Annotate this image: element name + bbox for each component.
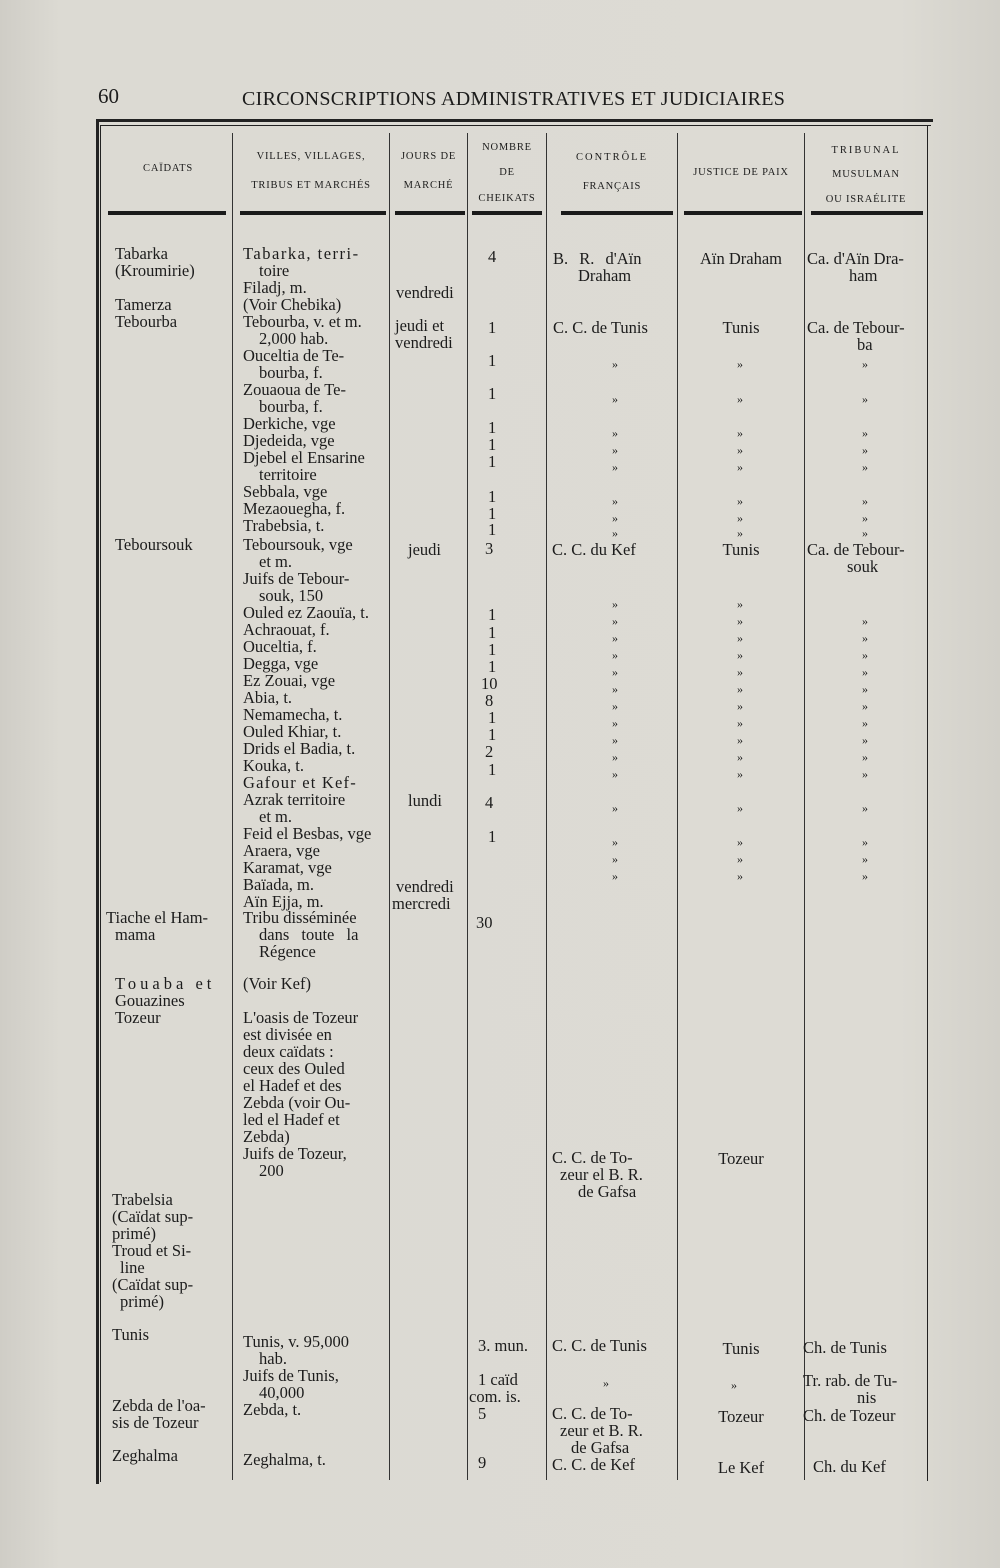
ditto-mark: »	[612, 716, 618, 730]
caidat-cell: primé)	[112, 1224, 156, 1243]
header-tribunal-1: TRIBUNAL	[831, 145, 901, 156]
justice-cell: Tunis	[722, 318, 760, 337]
ditto-mark: »	[862, 733, 868, 747]
ville-cell: Tribu disséminée	[243, 908, 357, 927]
nombre-cell: 2	[485, 742, 494, 761]
ville-cell: hab.	[259, 1349, 287, 1368]
ville-cell: Zouaoua de Te-	[243, 380, 346, 399]
ville-cell: territoire	[259, 465, 317, 484]
ditto-mark: »	[612, 801, 618, 815]
ville-cell: Djedeida, vge	[243, 431, 335, 450]
running-head: CIRCONSCRIPTIONS ADMINISTRATIVES ET JUDICIAIRES	[242, 88, 786, 110]
ville-cell: ceux des Ouled	[243, 1059, 345, 1078]
header-jours-1: JOURS DE	[400, 151, 457, 162]
caidat-cell: Tunis	[112, 1325, 150, 1344]
tribunal-cell: Ca. de Tebour-	[807, 540, 905, 559]
ville-cell: Feid el Besbas, vge	[243, 824, 372, 843]
ditto-mark: »	[737, 511, 743, 525]
ditto-mark: »	[737, 460, 743, 474]
ditto-mark: »	[862, 357, 868, 371]
caidat-cell: Tebourba	[115, 312, 178, 331]
ditto-mark: »	[862, 526, 868, 540]
controle-cell: B. R. d'Aïn	[553, 249, 642, 268]
caidat-cell: Tabarka	[115, 244, 168, 263]
controle-cell: de Gafsa	[571, 1438, 630, 1457]
header-rule	[684, 211, 802, 215]
nombre-cell: 1	[488, 623, 497, 642]
ditto-mark: »	[862, 682, 868, 696]
ditto-mark: »	[612, 614, 618, 628]
tribunal-cell: Ca. d'Aïn Dra-	[807, 249, 904, 268]
ditto-mark: »	[737, 801, 743, 815]
ditto-mark: »	[737, 357, 743, 371]
header-jours-2: MARCHÉ	[403, 180, 454, 191]
nombre-cell: 10	[481, 674, 498, 693]
controle-cell: C. C. du Kef	[552, 540, 636, 559]
controle-cell: Draham	[578, 266, 632, 285]
ditto-mark: »	[862, 665, 868, 679]
ditto-mark: »	[862, 631, 868, 645]
ville-cell: Azrak territoire	[243, 790, 346, 809]
ditto-mark: »	[862, 801, 868, 815]
ville-cell: Juifs de Tozeur,	[243, 1144, 347, 1163]
header-rule	[240, 211, 386, 215]
ville-cell: Tebourba, v. et m.	[243, 312, 362, 331]
nombre-cell: 1	[488, 760, 497, 779]
caidat-cell: line	[120, 1258, 145, 1277]
header-nombre-2: DE	[499, 167, 515, 178]
column-divider	[677, 133, 678, 1480]
ditto-mark: »	[737, 631, 743, 645]
caidat-cell: mama	[115, 925, 156, 944]
nombre-cell: 30	[476, 913, 493, 932]
caidat-cell: Trabelsia	[112, 1190, 173, 1209]
ville-cell: toire	[259, 261, 290, 280]
ville-cell: Kouka, t.	[243, 756, 304, 775]
header-nombre-1: NOMBRE	[482, 142, 532, 153]
ditto-mark: »	[862, 869, 868, 883]
ditto-mark: »	[862, 767, 868, 781]
ville-cell: bourba, f.	[259, 363, 323, 382]
ville-cell: (Voir Kef)	[243, 974, 311, 993]
caidat-cell: (Caïdat sup-	[112, 1207, 194, 1226]
nombre-cell: 1	[488, 708, 497, 727]
controle-cell: C. C. de Kef	[552, 1455, 635, 1474]
caidat-cell: (Caïdat sup-	[112, 1275, 194, 1294]
ville-cell: Juifs de Tebour-	[243, 569, 350, 588]
ville-cell: Zeghalma, t.	[243, 1450, 326, 1469]
caidat-cell: Tozeur	[115, 1008, 161, 1027]
header-villes-1: VILLES, VILLAGES,	[256, 151, 366, 162]
nombre-cell: com. is.	[469, 1387, 521, 1406]
header-nombre-3: CHEIKATS	[478, 193, 536, 204]
caidat-cell: primé)	[120, 1292, 164, 1311]
ditto-mark: »	[737, 767, 743, 781]
ville-cell: el Hadef et des	[243, 1076, 342, 1095]
caidat-cell: Zeghalma	[112, 1446, 178, 1465]
ditto-mark: »	[737, 648, 743, 662]
nombre-cell: 1	[488, 640, 497, 659]
ditto-mark: »	[612, 665, 618, 679]
ville-cell: Djebel el Ensarine	[243, 448, 365, 467]
ditto-mark: »	[612, 767, 618, 781]
ville-cell: Drids el Badia, t.	[243, 739, 356, 758]
nombre-cell: 4	[485, 793, 494, 812]
nombre-cell: 3. mun.	[478, 1336, 528, 1355]
justice-cell: Aïn Draham	[699, 249, 783, 268]
ville-cell: bourba, f.	[259, 397, 323, 416]
ville-cell: et m.	[259, 807, 292, 826]
tribunal-cell: ba	[857, 335, 873, 354]
ditto-mark: »	[862, 852, 868, 866]
ditto-mark: »	[737, 494, 743, 508]
nombre-cell: 9	[478, 1453, 487, 1472]
ditto-mark: »	[862, 392, 868, 406]
tribunal-cell: Ch. de Tozeur	[803, 1406, 896, 1425]
tribunal-cell: ham	[849, 266, 878, 285]
ville-cell: Tabarka, terri-	[243, 244, 360, 263]
caidat-cell: Tamerza	[115, 295, 172, 314]
ville-cell: (Voir Chebika)	[243, 295, 342, 314]
controle-cell: C. C. de Tunis	[553, 318, 648, 337]
nombre-cell: 3	[485, 539, 494, 558]
ditto-mark: »	[612, 733, 618, 747]
ditto-mark: »	[737, 443, 743, 457]
ville-cell: 40,000	[259, 1383, 305, 1402]
jour-cell: vendredi	[396, 877, 454, 896]
controle-cell: de Gafsa	[578, 1182, 637, 1201]
header-controle-2: FRANÇAIS	[582, 181, 642, 192]
ditto-mark: »	[612, 699, 618, 713]
jour-cell: mercredi	[392, 894, 451, 913]
caidat-cell: Tiache el Ham-	[106, 908, 209, 927]
ditto-mark: »	[737, 869, 743, 883]
column-divider	[232, 133, 233, 1480]
ville-cell: Zebda, t.	[243, 1400, 302, 1419]
header-justice: JUSTICE DE PAIX	[693, 167, 789, 178]
nombre-cell: 1	[488, 452, 497, 471]
justice-cell: Le Kef	[717, 1458, 765, 1477]
ville-cell: Gafour et Kef-	[243, 773, 357, 792]
nombre-cell: 1	[488, 827, 497, 846]
ditto-mark: »	[862, 699, 868, 713]
header-tribunal-3: OU ISRAÉLITE	[825, 194, 907, 205]
column-divider	[804, 133, 805, 1480]
nombre-cell: 1	[488, 351, 497, 370]
controle-cell: C. C. de To-	[552, 1148, 633, 1167]
ditto-mark: »	[731, 1378, 737, 1392]
column-divider	[467, 133, 468, 1480]
controle-cell: zeur el B. R.	[560, 1165, 643, 1184]
ditto-mark: »	[612, 682, 618, 696]
nombre-cell: 1 caïd	[478, 1370, 518, 1389]
caidat-cell: Zebda de l'oa-	[112, 1396, 206, 1415]
ditto-mark: »	[737, 665, 743, 679]
ville-cell: Tunis, v. 95,000	[243, 1332, 350, 1351]
jour-cell: lundi	[408, 791, 442, 810]
ditto-mark: »	[612, 460, 618, 474]
nombre-cell: 1	[488, 504, 497, 523]
ville-cell: Aïn Ejja, m.	[243, 892, 324, 911]
ditto-mark: »	[737, 682, 743, 696]
ville-cell: 2,000 hab.	[259, 329, 329, 348]
header-rule	[811, 211, 923, 215]
header-villes-2: TRIBUS ET MARCHÉS	[251, 180, 371, 191]
ville-cell: Karamat, vge	[243, 858, 332, 877]
ville-cell: Abia, t.	[243, 688, 293, 707]
ditto-mark: »	[612, 852, 618, 866]
ditto-mark: »	[862, 494, 868, 508]
tribunal-cell: Ca. de Tebour-	[807, 318, 905, 337]
ditto-mark: »	[862, 460, 868, 474]
nombre-cell: 5	[478, 1404, 487, 1423]
nombre-cell: 1	[488, 657, 497, 676]
justice-cell: Tozeur	[718, 1407, 764, 1426]
ditto-mark: »	[862, 511, 868, 525]
jour-cell: vendredi	[395, 333, 453, 352]
ditto-mark: »	[737, 699, 743, 713]
ville-cell: est divisée en	[243, 1025, 332, 1044]
controle-cell: C. C. de To-	[552, 1404, 633, 1423]
tribunal-cell: nis	[857, 1388, 877, 1407]
jour-cell: jeudi	[408, 540, 441, 559]
ditto-mark: »	[612, 835, 618, 849]
ditto-mark: »	[737, 835, 743, 849]
ville-cell: Baïada, m.	[243, 875, 315, 894]
tribunal-cell: souk	[847, 557, 879, 576]
ville-cell: Mezaouegha, f.	[243, 499, 346, 518]
ditto-mark: »	[862, 716, 868, 730]
tribunal-cell: Ch. de Tunis	[803, 1338, 887, 1357]
ditto-mark: »	[603, 1376, 609, 1390]
nombre-cell: 1	[488, 418, 497, 437]
ville-cell: Ouceltia de Te-	[243, 346, 345, 365]
ville-cell: Achraouat, f.	[243, 620, 330, 639]
ditto-mark: »	[737, 852, 743, 866]
justice-cell: Tunis	[722, 1339, 760, 1358]
nombre-cell: 8	[485, 691, 494, 710]
header-controle-1: CONTRÔLE	[576, 152, 648, 163]
ville-cell: dans toute la	[259, 925, 359, 944]
ville-cell: souk, 150	[259, 586, 324, 605]
header-rule	[108, 211, 226, 215]
nombre-cell: 1	[488, 435, 497, 454]
ditto-mark: »	[612, 648, 618, 662]
ville-cell: Zebda (voir Ou-	[243, 1093, 351, 1112]
ville-cell: Sebbala, vge	[243, 482, 328, 501]
ditto-mark: »	[612, 750, 618, 764]
ditto-mark: »	[612, 443, 618, 457]
caidat-cell: sis de Tozeur	[112, 1413, 199, 1432]
caidat-cell: Gouazines	[115, 991, 185, 1010]
ville-cell: 200	[259, 1161, 284, 1180]
ville-cell: Ouceltia, f.	[243, 637, 317, 656]
ditto-mark: »	[737, 716, 743, 730]
ditto-mark: »	[862, 443, 868, 457]
ville-cell: Filadj, m.	[243, 278, 307, 297]
nombre-cell: 1	[488, 520, 497, 539]
justice-cell: Tozeur	[718, 1149, 764, 1168]
nombre-cell: 1	[488, 384, 497, 403]
nombre-cell: 1	[488, 725, 497, 744]
ville-cell: Teboursouk, vge	[243, 535, 353, 554]
ditto-mark: »	[862, 835, 868, 849]
justice-cell: Tunis	[722, 540, 760, 559]
ditto-mark: »	[737, 750, 743, 764]
ditto-mark: »	[862, 614, 868, 628]
ville-cell: Juifs de Tunis,	[243, 1366, 339, 1385]
header-rule	[395, 211, 465, 215]
column-divider	[389, 133, 390, 1480]
nombre-cell: 1	[488, 487, 497, 506]
jour-cell: jeudi et	[395, 316, 445, 335]
ditto-mark: »	[612, 392, 618, 406]
ditto-mark: »	[612, 357, 618, 371]
tribunal-cell: Ch. du Kef	[813, 1457, 886, 1476]
nombre-cell: 1	[488, 318, 497, 337]
ditto-mark: »	[737, 426, 743, 440]
ditto-mark: »	[612, 631, 618, 645]
ditto-mark: »	[862, 750, 868, 764]
ditto-mark: »	[862, 426, 868, 440]
ville-cell: deux caïdats :	[243, 1042, 334, 1061]
ditto-mark: »	[737, 526, 743, 540]
ditto-mark: »	[612, 869, 618, 883]
controle-cell: C. C. de Tunis	[552, 1336, 647, 1355]
ville-cell: Nemamecha, t.	[243, 705, 343, 724]
ville-cell: led el Hadef et	[243, 1110, 340, 1129]
page-number: 60	[98, 84, 119, 108]
table-right-border	[927, 125, 928, 1481]
ditto-mark: »	[612, 597, 618, 611]
nombre-cell: 1	[488, 605, 497, 624]
caidat-cell: Troud et Si-	[112, 1241, 192, 1260]
ville-cell: Régence	[259, 942, 316, 961]
tribunal-cell: Tr. rab. de Tu-	[803, 1371, 898, 1390]
ditto-mark: »	[737, 597, 743, 611]
header-rule	[561, 211, 673, 215]
ditto-mark: »	[737, 733, 743, 747]
ville-cell: Degga, vge	[243, 654, 319, 673]
ville-cell: Zebda)	[243, 1127, 290, 1146]
ville-cell: Ouled ez Zaouïa, t.	[243, 603, 369, 622]
header-caidats: CAÏDATS	[143, 163, 193, 174]
ville-cell: et m.	[259, 552, 292, 571]
ditto-mark: »	[612, 426, 618, 440]
ville-cell: Araera, vge	[243, 841, 320, 860]
controle-cell: zeur et B. R.	[560, 1421, 643, 1440]
ville-cell: Ez Zouai, vge	[243, 671, 336, 690]
ville-cell: Trabebsia, t.	[243, 516, 325, 535]
ditto-mark: »	[862, 648, 868, 662]
ditto-mark: »	[737, 614, 743, 628]
ville-cell: Derkiche, vge	[243, 414, 336, 433]
ditto-mark: »	[737, 392, 743, 406]
header-rule	[472, 211, 542, 215]
ditto-mark: »	[612, 526, 618, 540]
ville-cell: Ouled Khiar, t.	[243, 722, 342, 741]
caidat-cell: (Kroumirie)	[115, 261, 195, 280]
caidat-cell: Teboursouk	[115, 535, 193, 554]
jour-cell: vendredi	[396, 283, 454, 302]
column-divider	[546, 133, 547, 1480]
ville-cell: L'oasis de Tozeur	[243, 1008, 359, 1027]
caidat-cell: Touaba et	[115, 974, 216, 993]
ditto-mark: »	[612, 494, 618, 508]
ditto-mark: »	[612, 511, 618, 525]
nombre-cell: 4	[488, 247, 497, 266]
header-tribunal-2: MUSULMAN	[832, 169, 900, 180]
